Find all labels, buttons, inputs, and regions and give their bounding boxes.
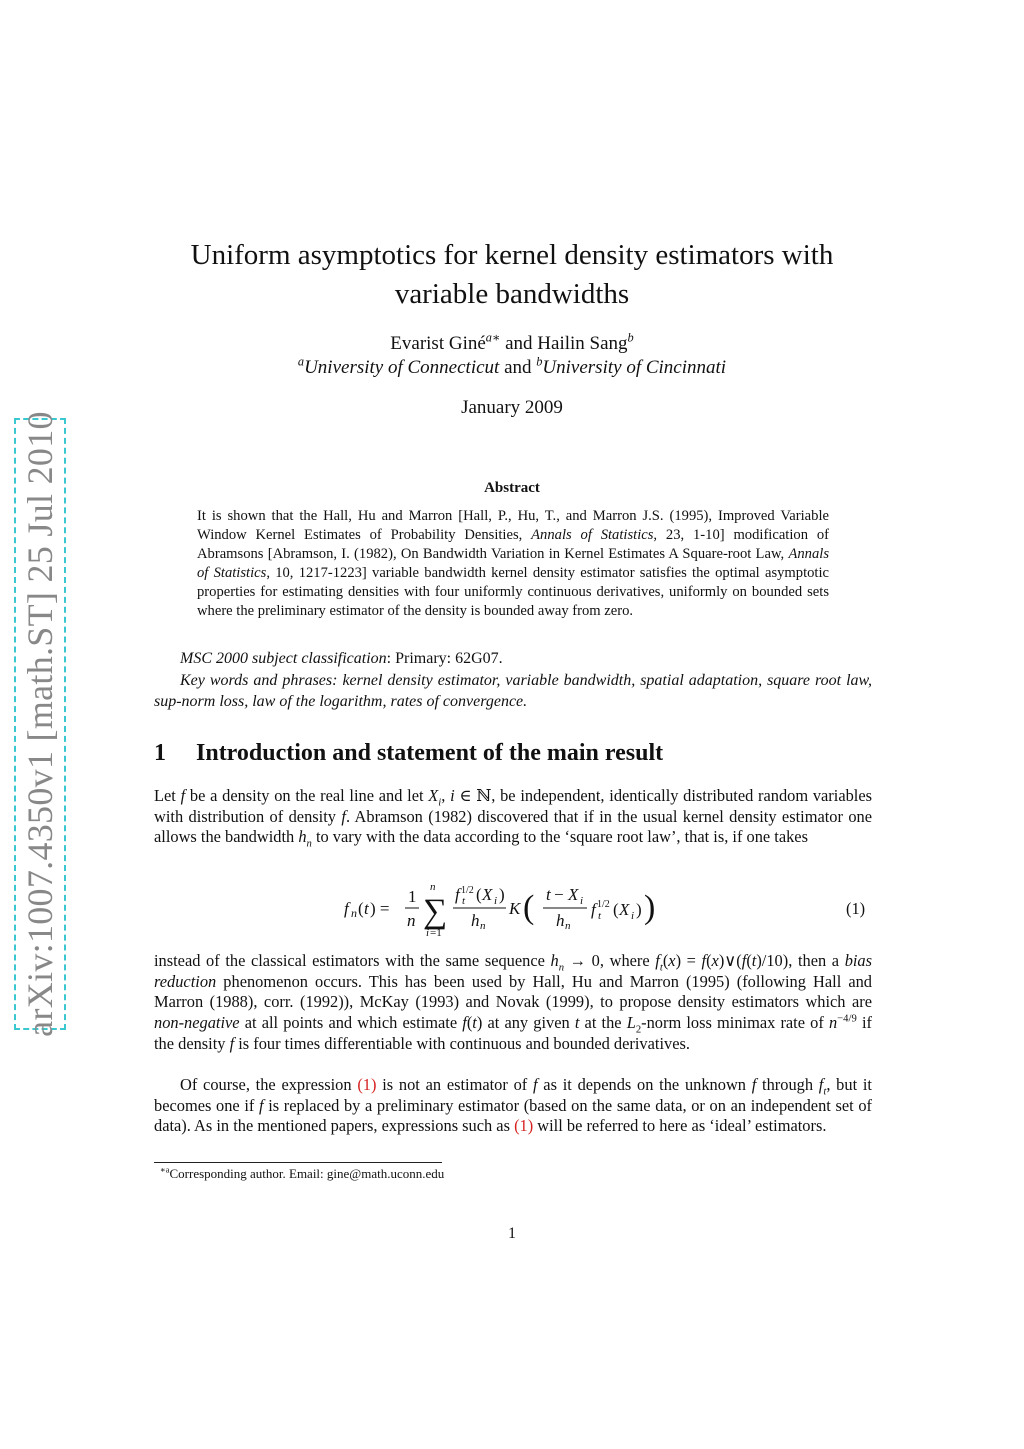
- affil-sup-a: a: [297, 354, 305, 369]
- text: at the: [579, 1013, 627, 1033]
- text: , where: [599, 951, 656, 970]
- svg-text:h: h: [556, 911, 565, 930]
- svg-text:i: i: [631, 910, 635, 922]
- equation-ref-link[interactable]: (1): [514, 1116, 534, 1136]
- emphasis: bias reduction: [154, 951, 873, 991]
- svg-text:f: f: [344, 899, 349, 918]
- text: is four times differentiable with continuous and bounded derivatives.: [234, 1033, 690, 1053]
- affil-cincinnati: University of Cincinnati: [542, 357, 727, 378]
- affil-uconn: University of Connecticut: [304, 357, 500, 378]
- svg-text:1/2: 1/2: [597, 899, 610, 910]
- svg-text:) =: ) =: [370, 899, 390, 918]
- text: -norm loss minimax rate of: [641, 1013, 829, 1033]
- abstract-journal: Annals of Statistics: [531, 527, 654, 543]
- keywords: [154, 670, 872, 712]
- paragraph-bias: instead of the classical estimators with the same sequence $h_n \to 0$, where $f_t(x)$ = f(x)∨(f(t)/10), then a bias reduction phenomenon occurs. This has been used by Hall, Hu and Marron (1995) (following Hall and Marron (1988), corr. (1992)), McKay (1993) and Novak (1999), to propose density estimators which are non-negative at all points and which estimate f(t) at any given t at the $L_2$-norm loss minimax rate of $n^{-4/9}$ if the density f is four times differentiable with continuous and bounded derivatives.: [154, 951, 873, 1053]
- abstract-text: , 23, 1-10] modification of Abramsons [Abramson, I. (1982), On Bandwidth Variation in Kernel Estimates A Square-root Law,: [197, 527, 830, 562]
- text: through: [756, 1075, 819, 1094]
- author-gine-sup: a∗: [485, 330, 501, 345]
- svg-text:i: i: [426, 927, 430, 939]
- msc-classification: [180, 650, 874, 668]
- footnote-rule: [154, 1162, 442, 1163]
- svg-text:i: i: [494, 895, 498, 907]
- section-title: Introduction and statement of the main result: [196, 740, 664, 766]
- affiliations: [150, 356, 874, 380]
- svg-text:K: K: [509, 899, 521, 918]
- svg-text:t: t: [462, 895, 466, 907]
- text: , but it becomes one if: [154, 1075, 872, 1115]
- svg-text:n: n: [480, 920, 486, 932]
- svg-text:t: t: [364, 899, 369, 918]
- text: be a density on the real line and let: [185, 786, 429, 805]
- paragraph-ideal: Of course, the expression (1) is not an estimator of f as it depends on the unknown f through $f_t$, but it becomes one if f is replaced by a preliminary estimator (based on the same data, or on an independent set of data). As in the mentioned papers, expressions such as (1) will be referred to here as ‘ideal’ estimators.: [154, 1075, 872, 1136]
- affil-and: and: [504, 357, 532, 378]
- section-heading: [154, 740, 874, 767]
- svg-text:n: n: [565, 920, 571, 932]
- svg-text:(: (: [476, 885, 482, 904]
- svg-text:i: i: [580, 895, 584, 907]
- abstract-heading: Abstract: [484, 480, 540, 496]
- text: Let: [154, 786, 181, 805]
- text: instead of the classical estimators with the same sequence: [154, 951, 551, 970]
- svg-text:=1: =1: [430, 927, 442, 939]
- author-sang: Hailin Sang: [537, 333, 628, 354]
- abstract-body: [197, 507, 829, 621]
- footnote-text: Corresponding author. Email: gine@math.uconn.edu: [169, 1166, 445, 1181]
- keywords-text: Key words and phrases: kernel density estimator, variable bandwidth, spatial adaptation, square root law, sup-norm loss, law of the logarithm, rates of convergence.: [154, 672, 872, 710]
- svg-text:f: f: [591, 900, 596, 919]
- text: at any given: [482, 1013, 575, 1033]
- emphasis: non-negative: [154, 1013, 240, 1033]
- svg-text:X: X: [619, 900, 630, 919]
- svg-text:n: n: [407, 911, 416, 930]
- authors: [150, 332, 874, 356]
- svg-text:−: −: [554, 885, 564, 904]
- equation-number: (1): [846, 899, 866, 918]
- svg-text:): ): [636, 900, 642, 919]
- msc-text: : Primary: 62G07.: [386, 650, 503, 667]
- text: is replaced by a preliminary estimator (based on the same data, or on an independent set of data). As in the mentioned papers, expressions such as: [154, 1095, 872, 1136]
- text: Of course, the expression: [180, 1075, 358, 1094]
- svg-text:n: n: [351, 906, 357, 920]
- text: phenomenon occurs. This has been used by Hall, Hu and Marron (1995) (following Hall and Marron (1988), corr. (1992)), McKay (1993) and Novak (1999), to propose density estimators which are: [154, 971, 872, 1012]
- footnote: [160, 1166, 444, 1182]
- text: . Abramson (1982) discovered that if in the usual kernel density estimator one allows the bandwidth: [154, 806, 873, 847]
- author-gine: Evarist Giné: [390, 333, 486, 354]
- equation-ref-link[interactable]: (1): [357, 1075, 377, 1094]
- arxiv-stamp: [14, 411, 66, 1037]
- svg-text:1: 1: [408, 887, 417, 906]
- svg-text:X: X: [482, 885, 493, 904]
- authors-and: and: [505, 333, 533, 354]
- footnote-mark: ∗a: [160, 1164, 170, 1175]
- svg-text:∑: ∑: [423, 893, 448, 930]
- msc-label: MSC 2000 subject classification: [180, 650, 387, 667]
- page-number: 1: [508, 1225, 516, 1242]
- affil-sup-b: b: [536, 354, 543, 369]
- svg-text:h: h: [471, 911, 480, 930]
- text: if the density: [154, 1013, 872, 1053]
- text: , be independent, identically distributed random variables with distribution of density: [154, 786, 873, 826]
- text: at all points and which estimate: [239, 1013, 463, 1033]
- paper-date: January 2009: [461, 397, 563, 418]
- author-sang-sup: b: [627, 330, 634, 345]
- arxiv-id: arXiv:1007.4350v1 [math.ST] 25 Jul 2010: [20, 411, 60, 1037]
- svg-text:n: n: [430, 881, 436, 893]
- svg-text:f: f: [455, 885, 460, 904]
- paragraph-intro: Let f be a density on the real line and let $X_i$, i ∈ ℕ, be independent, identically distributed random variables with distribution of density f. Abramson (1982) discovered that if in the usual kernel density estimator one allows the bandwidth $h_n$ to vary with the data according to the ‘square root law’, that is, if one takes: [154, 786, 873, 850]
- svg-text:(: (: [523, 889, 535, 926]
- abstract-text: It is shown that the Hall, Hu and Marron [Hall, P., Hu, T., and Marron J.S. (1995), Improved Variable Window Kernel Estimates of Probability Densities,: [197, 508, 829, 543]
- svg-text:(: (: [358, 899, 364, 918]
- text: is not an estimator of: [376, 1075, 533, 1094]
- svg-text:X: X: [568, 885, 579, 904]
- svg-text:1/2: 1/2: [461, 885, 474, 896]
- section-number: 1: [154, 740, 166, 766]
- equation-1: [340, 878, 700, 940]
- svg-text:): ): [499, 885, 505, 904]
- svg-text:t: t: [546, 885, 551, 904]
- text: will be referred to here as ‘ideal’ estimators.: [533, 1116, 827, 1136]
- paper-title: Uniform asymptotics for kernel density estimators with variable bandwidths: [190, 239, 834, 310]
- text: to vary with the data according to the ‘square root law’, that is, if one takes: [311, 827, 808, 847]
- text: as it depends on the unknown: [537, 1075, 752, 1094]
- svg-text:(: (: [613, 900, 619, 919]
- text: , then a: [788, 951, 845, 970]
- svg-text:): ): [644, 889, 656, 926]
- abstract-journal: Annals of Statistics: [197, 546, 829, 581]
- svg-text:t: t: [598, 910, 602, 922]
- abstract-text: , 10, 1217-1223] variable bandwidth kernel density estimator satisfies the optimal asymptotic properties for estimating densities with four uniformly continuous derivatives, uniformly on bounded sets where the preliminary estimator of the density is bounded away from zero.: [197, 565, 830, 619]
